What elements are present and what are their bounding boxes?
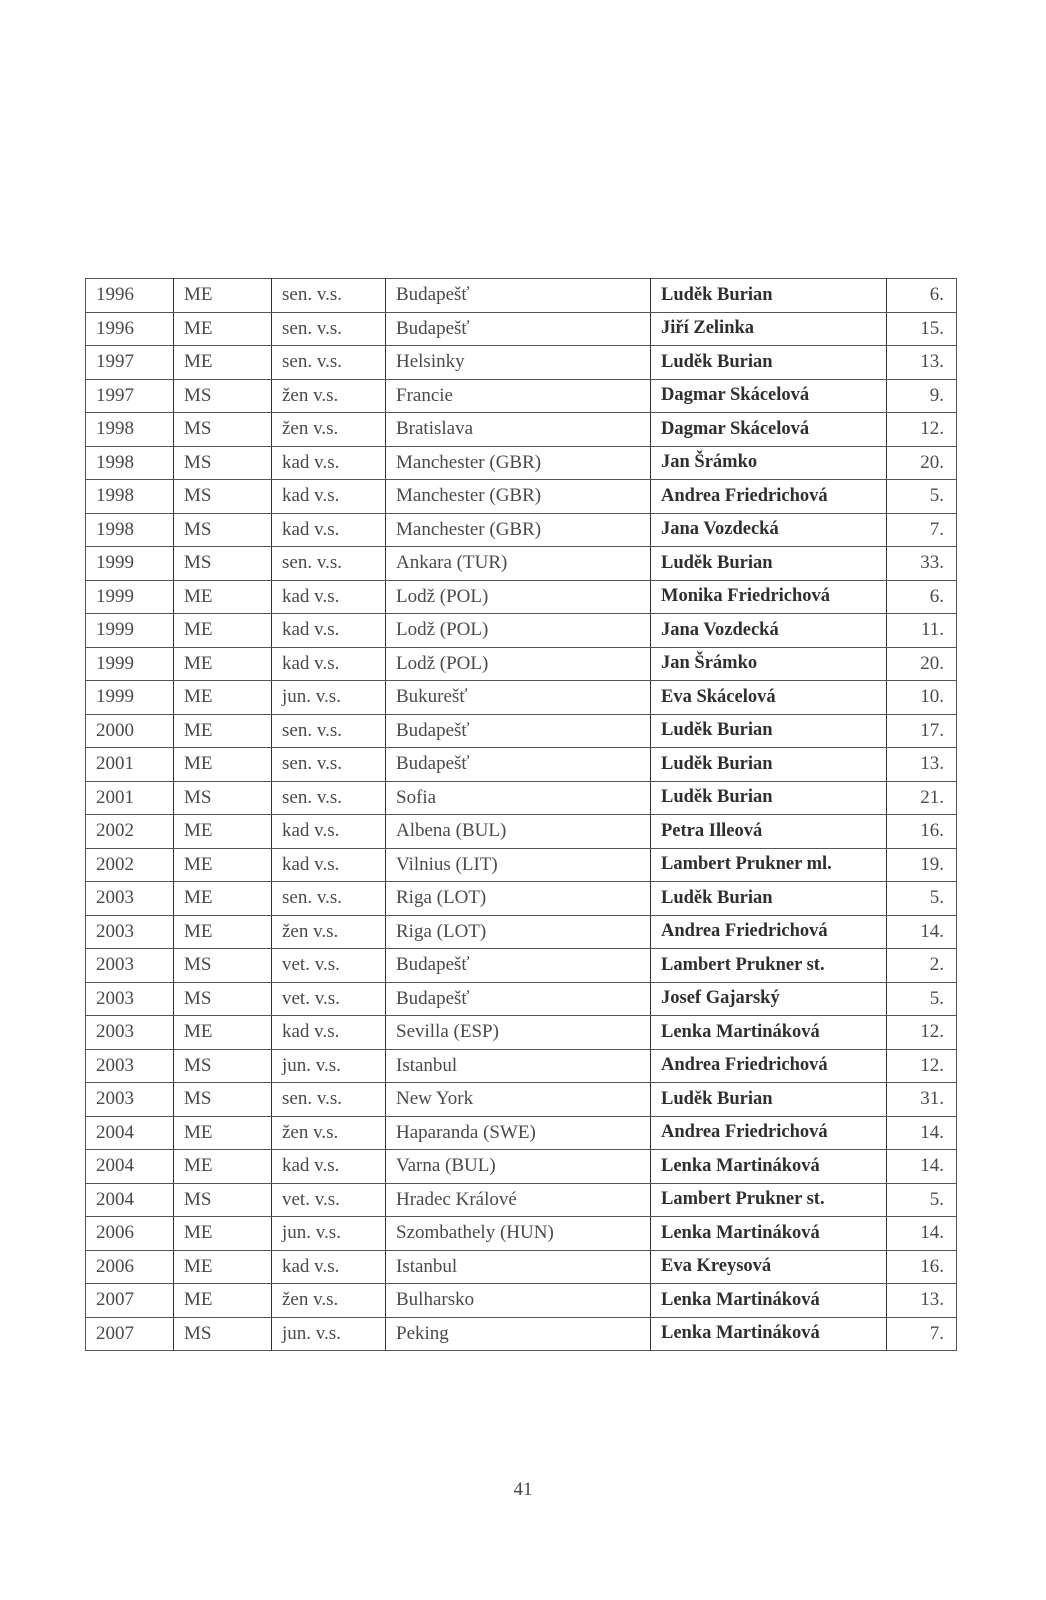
cell-competition: ME xyxy=(174,614,272,648)
cell-category: kad v.s. xyxy=(272,614,386,648)
cell-rank: 11. xyxy=(887,614,957,648)
cell-competition: ME xyxy=(174,1250,272,1284)
cell-rank: 21. xyxy=(887,781,957,815)
cell-place: Lodž (POL) xyxy=(386,580,651,614)
table-row xyxy=(86,982,957,1016)
table-row xyxy=(86,1183,957,1217)
cell-athlete: Lenka Martináková xyxy=(651,1284,887,1318)
table-row xyxy=(86,1049,957,1083)
cell-place: Riga (LOT) xyxy=(386,882,651,916)
cell-competition: MS xyxy=(174,513,272,547)
cell-athlete: Eva Kreysová xyxy=(651,1250,887,1284)
cell-athlete: Jan Šrámko xyxy=(651,446,887,480)
cell-athlete: Andrea Friedrichová xyxy=(651,1049,887,1083)
cell-competition: ME xyxy=(174,1217,272,1251)
table-row xyxy=(86,379,957,413)
cell-place: Manchester (GBR) xyxy=(386,513,651,547)
cell-year: 1998 xyxy=(86,413,174,447)
cell-place: Lodž (POL) xyxy=(386,614,651,648)
table-row xyxy=(86,848,957,882)
cell-competition: MS xyxy=(174,446,272,480)
cell-competition: ME xyxy=(174,848,272,882)
table-row xyxy=(86,714,957,748)
cell-category: sen. v.s. xyxy=(272,748,386,782)
cell-category: sen. v.s. xyxy=(272,312,386,346)
cell-place: Riga (LOT) xyxy=(386,915,651,949)
cell-year: 1997 xyxy=(86,346,174,380)
table-row xyxy=(86,1083,957,1117)
cell-year: 2003 xyxy=(86,1016,174,1050)
cell-rank: 14. xyxy=(887,915,957,949)
cell-athlete: Eva Skácelová xyxy=(651,681,887,715)
cell-place: Manchester (GBR) xyxy=(386,446,651,480)
cell-place: Bratislava xyxy=(386,413,651,447)
cell-year: 2006 xyxy=(86,1250,174,1284)
table-row xyxy=(86,915,957,949)
cell-place: Budapešť xyxy=(386,949,651,983)
cell-year: 1999 xyxy=(86,614,174,648)
cell-athlete: Lambert Prukner st. xyxy=(651,1183,887,1217)
cell-category: vet. v.s. xyxy=(272,1183,386,1217)
cell-athlete: Jana Vozdecká xyxy=(651,513,887,547)
cell-rank: 14. xyxy=(887,1116,957,1150)
cell-year: 2001 xyxy=(86,781,174,815)
table-row xyxy=(86,1284,957,1318)
cell-category: žen v.s. xyxy=(272,413,386,447)
cell-athlete: Lenka Martináková xyxy=(651,1217,887,1251)
cell-place: Istanbul xyxy=(386,1250,651,1284)
cell-competition: ME xyxy=(174,1116,272,1150)
cell-category: jun. v.s. xyxy=(272,1217,386,1251)
table-row xyxy=(86,815,957,849)
table-row xyxy=(86,346,957,380)
cell-year: 2001 xyxy=(86,748,174,782)
table-row xyxy=(86,1150,957,1184)
cell-athlete: Andrea Friedrichová xyxy=(651,915,887,949)
table-row xyxy=(86,647,957,681)
cell-competition: ME xyxy=(174,748,272,782)
cell-rank: 12. xyxy=(887,1016,957,1050)
cell-category: kad v.s. xyxy=(272,1016,386,1050)
cell-competition: MS xyxy=(174,1083,272,1117)
cell-competition: MS xyxy=(174,1183,272,1217)
cell-year: 2003 xyxy=(86,982,174,1016)
cell-year: 1997 xyxy=(86,379,174,413)
cell-competition: ME xyxy=(174,346,272,380)
cell-category: sen. v.s. xyxy=(272,547,386,581)
cell-rank: 31. xyxy=(887,1083,957,1117)
cell-competition: ME xyxy=(174,681,272,715)
cell-rank: 13. xyxy=(887,1284,957,1318)
table-row xyxy=(86,1016,957,1050)
cell-year: 2003 xyxy=(86,882,174,916)
cell-category: žen v.s. xyxy=(272,1116,386,1150)
cell-place: Bukurešť xyxy=(386,681,651,715)
cell-rank: 5. xyxy=(887,882,957,916)
cell-year: 2004 xyxy=(86,1150,174,1184)
cell-athlete: Jiří Zelinka xyxy=(651,312,887,346)
cell-year: 1996 xyxy=(86,279,174,313)
cell-place: Albena (BUL) xyxy=(386,815,651,849)
cell-category: sen. v.s. xyxy=(272,714,386,748)
cell-rank: 33. xyxy=(887,547,957,581)
cell-place: Sofia xyxy=(386,781,651,815)
cell-year: 1998 xyxy=(86,480,174,514)
cell-year: 2004 xyxy=(86,1116,174,1150)
cell-athlete: Luděk Burian xyxy=(651,714,887,748)
table-row xyxy=(86,1217,957,1251)
cell-year: 2003 xyxy=(86,1083,174,1117)
cell-rank: 5. xyxy=(887,1183,957,1217)
cell-competition: ME xyxy=(174,1150,272,1184)
cell-category: kad v.s. xyxy=(272,480,386,514)
cell-athlete: Josef Gajarský xyxy=(651,982,887,1016)
cell-place: Budapešť xyxy=(386,279,651,313)
cell-category: kad v.s. xyxy=(272,1150,386,1184)
table-row xyxy=(86,1317,957,1351)
cell-year: 1998 xyxy=(86,513,174,547)
cell-category: vet. v.s. xyxy=(272,982,386,1016)
cell-place: Hradec Králové xyxy=(386,1183,651,1217)
cell-competition: MS xyxy=(174,1317,272,1351)
cell-place: Sevilla (ESP) xyxy=(386,1016,651,1050)
cell-athlete: Luděk Burian xyxy=(651,748,887,782)
cell-category: žen v.s. xyxy=(272,915,386,949)
cell-category: sen. v.s. xyxy=(272,781,386,815)
cell-rank: 20. xyxy=(887,446,957,480)
table-row xyxy=(86,882,957,916)
cell-category: vet. v.s. xyxy=(272,949,386,983)
cell-competition: ME xyxy=(174,647,272,681)
cell-rank: 14. xyxy=(887,1217,957,1251)
cell-rank: 16. xyxy=(887,1250,957,1284)
cell-rank: 6. xyxy=(887,580,957,614)
cell-year: 2003 xyxy=(86,949,174,983)
cell-rank: 15. xyxy=(887,312,957,346)
cell-athlete: Jan Šrámko xyxy=(651,647,887,681)
cell-place: Budapešť xyxy=(386,714,651,748)
cell-competition: MS xyxy=(174,982,272,1016)
cell-athlete: Luděk Burian xyxy=(651,547,887,581)
cell-athlete: Petra Illeová xyxy=(651,815,887,849)
cell-rank: 12. xyxy=(887,413,957,447)
table-row xyxy=(86,446,957,480)
cell-athlete: Lenka Martináková xyxy=(651,1016,887,1050)
cell-athlete: Lambert Prukner st. xyxy=(651,949,887,983)
cell-competition: ME xyxy=(174,580,272,614)
cell-place: Manchester (GBR) xyxy=(386,480,651,514)
cell-place: Peking xyxy=(386,1317,651,1351)
cell-year: 2000 xyxy=(86,714,174,748)
cell-place: New York xyxy=(386,1083,651,1117)
cell-athlete: Luděk Burian xyxy=(651,781,887,815)
cell-competition: ME xyxy=(174,915,272,949)
cell-rank: 6. xyxy=(887,279,957,313)
table-row xyxy=(86,279,957,313)
cell-competition: ME xyxy=(174,279,272,313)
table-row xyxy=(86,413,957,447)
cell-year: 1999 xyxy=(86,580,174,614)
cell-category: sen. v.s. xyxy=(272,1083,386,1117)
cell-rank: 2. xyxy=(887,949,957,983)
cell-competition: ME xyxy=(174,312,272,346)
cell-rank: 7. xyxy=(887,1317,957,1351)
cell-place: Istanbul xyxy=(386,1049,651,1083)
cell-competition: ME xyxy=(174,1016,272,1050)
cell-place: Budapešť xyxy=(386,312,651,346)
cell-rank: 12. xyxy=(887,1049,957,1083)
cell-place: Varna (BUL) xyxy=(386,1150,651,1184)
table-row xyxy=(86,547,957,581)
cell-year: 1999 xyxy=(86,647,174,681)
cell-competition: ME xyxy=(174,714,272,748)
cell-place: Helsinky xyxy=(386,346,651,380)
cell-rank: 7. xyxy=(887,513,957,547)
cell-category: kad v.s. xyxy=(272,580,386,614)
cell-competition: MS xyxy=(174,949,272,983)
cell-category: sen. v.s. xyxy=(272,346,386,380)
table-row xyxy=(86,1116,957,1150)
cell-year: 2003 xyxy=(86,1049,174,1083)
results-body xyxy=(86,279,957,1351)
cell-athlete: Dagmar Skácelová xyxy=(651,379,887,413)
cell-year: 2004 xyxy=(86,1183,174,1217)
cell-category: sen. v.s. xyxy=(272,882,386,916)
cell-place: Lodž (POL) xyxy=(386,647,651,681)
table-row xyxy=(86,614,957,648)
cell-athlete: Jana Vozdecká xyxy=(651,614,887,648)
cell-rank: 13. xyxy=(887,748,957,782)
cell-place: Francie xyxy=(386,379,651,413)
cell-athlete: Monika Friedrichová xyxy=(651,580,887,614)
cell-category: jun. v.s. xyxy=(272,1049,386,1083)
cell-category: jun. v.s. xyxy=(272,1317,386,1351)
cell-year: 1999 xyxy=(86,547,174,581)
cell-category: kad v.s. xyxy=(272,446,386,480)
cell-year: 1999 xyxy=(86,681,174,715)
cell-place: Ankara (TUR) xyxy=(386,547,651,581)
cell-rank: 5. xyxy=(887,480,957,514)
cell-athlete: Luděk Burian xyxy=(651,882,887,916)
cell-place: Budapešť xyxy=(386,748,651,782)
cell-place: Vilnius (LIT) xyxy=(386,848,651,882)
table-row xyxy=(86,681,957,715)
cell-competition: ME xyxy=(174,882,272,916)
cell-category: kad v.s. xyxy=(272,815,386,849)
table-row xyxy=(86,580,957,614)
cell-rank: 20. xyxy=(887,647,957,681)
cell-year: 2006 xyxy=(86,1217,174,1251)
cell-year: 2003 xyxy=(86,915,174,949)
cell-year: 1996 xyxy=(86,312,174,346)
table-row xyxy=(86,748,957,782)
cell-year: 2002 xyxy=(86,815,174,849)
cell-competition: MS xyxy=(174,547,272,581)
table-row xyxy=(86,480,957,514)
cell-competition: MS xyxy=(174,781,272,815)
cell-year: 2007 xyxy=(86,1284,174,1318)
page-number: 41 xyxy=(513,1479,533,1500)
cell-competition: MS xyxy=(174,379,272,413)
cell-rank: 9. xyxy=(887,379,957,413)
cell-category: žen v.s. xyxy=(272,379,386,413)
cell-place: Haparanda (SWE) xyxy=(386,1116,651,1150)
cell-place: Szombathely (HUN) xyxy=(386,1217,651,1251)
cell-rank: 16. xyxy=(887,815,957,849)
cell-category: sen. v.s. xyxy=(272,279,386,313)
table-row xyxy=(86,312,957,346)
cell-rank: 5. xyxy=(887,982,957,1016)
cell-athlete: Lambert Prukner ml. xyxy=(651,848,887,882)
cell-category: žen v.s. xyxy=(272,1284,386,1318)
cell-athlete: Andrea Friedrichová xyxy=(651,480,887,514)
cell-athlete: Lenka Martináková xyxy=(651,1150,887,1184)
cell-place: Bulharsko xyxy=(386,1284,651,1318)
cell-competition: ME xyxy=(174,1284,272,1318)
cell-competition: MS xyxy=(174,1049,272,1083)
cell-athlete: Andrea Friedrichová xyxy=(651,1116,887,1150)
cell-competition: MS xyxy=(174,480,272,514)
cell-rank: 19. xyxy=(887,848,957,882)
cell-athlete: Luděk Burian xyxy=(651,346,887,380)
cell-year: 1998 xyxy=(86,446,174,480)
cell-competition: ME xyxy=(174,815,272,849)
table-row xyxy=(86,781,957,815)
cell-athlete: Lenka Martináková xyxy=(651,1317,887,1351)
cell-rank: 14. xyxy=(887,1150,957,1184)
table-row xyxy=(86,1250,957,1284)
cell-year: 2007 xyxy=(86,1317,174,1351)
table-row xyxy=(86,513,957,547)
cell-competition: MS xyxy=(174,413,272,447)
cell-category: jun. v.s. xyxy=(272,681,386,715)
cell-athlete: Luděk Burian xyxy=(651,1083,887,1117)
cell-category: kad v.s. xyxy=(272,513,386,547)
table-row xyxy=(86,949,957,983)
cell-category: kad v.s. xyxy=(272,1250,386,1284)
cell-year: 2002 xyxy=(86,848,174,882)
cell-athlete: Luděk Burian xyxy=(651,279,887,313)
cell-rank: 10. xyxy=(887,681,957,715)
cell-rank: 13. xyxy=(887,346,957,380)
results-table xyxy=(85,278,957,1351)
cell-rank: 17. xyxy=(887,714,957,748)
cell-place: Budapešť xyxy=(386,982,651,1016)
cell-category: kad v.s. xyxy=(272,647,386,681)
cell-athlete: Dagmar Skácelová xyxy=(651,413,887,447)
cell-category: kad v.s. xyxy=(272,848,386,882)
